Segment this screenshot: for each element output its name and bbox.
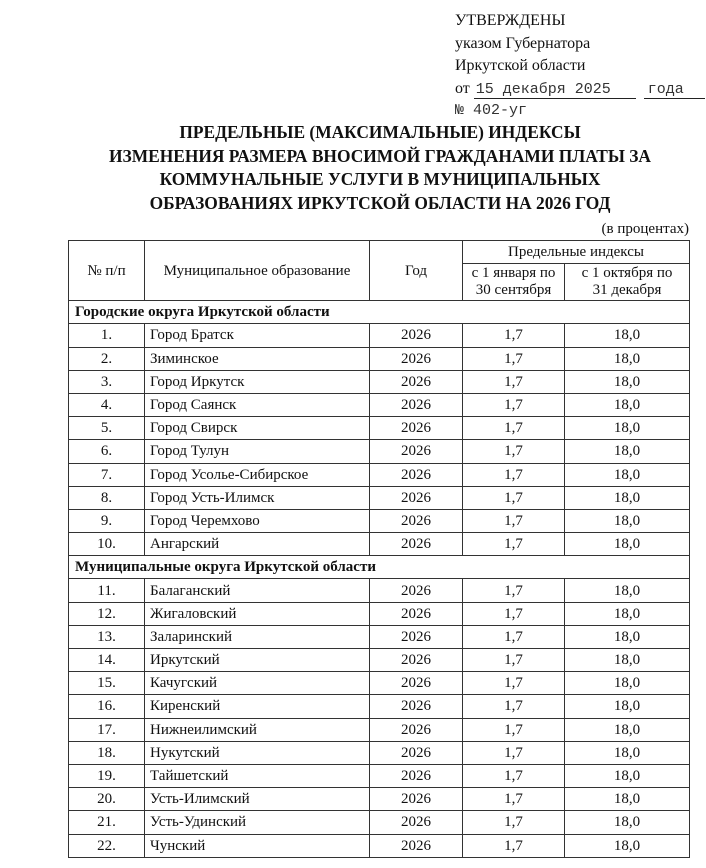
index-period-1: 1,7: [463, 533, 565, 556]
date-prefix: от: [455, 79, 470, 97]
approval-number: № 402-уг: [455, 102, 528, 119]
approval-block: [455, 10, 705, 123]
indices-table: [68, 240, 690, 858]
table-row: [69, 370, 690, 393]
year-cell: 2026: [370, 718, 463, 741]
year-cell: 2026: [370, 625, 463, 648]
year-cell: 2026: [370, 764, 463, 787]
index-period-2: 18,0: [565, 811, 690, 834]
municipality-name: Иркутский: [145, 649, 370, 672]
index-period-2: 18,0: [565, 741, 690, 764]
municipality-name: Город Черемхово: [145, 509, 370, 532]
approval-year-word: года: [644, 81, 705, 99]
index-period-1: 1,7: [463, 602, 565, 625]
table-row: [69, 834, 690, 857]
year-cell: 2026: [370, 463, 463, 486]
index-period-1: 1,7: [463, 649, 565, 672]
year-cell: 2026: [370, 347, 463, 370]
index-period-2: 18,0: [565, 834, 690, 857]
index-period-2: 18,0: [565, 649, 690, 672]
section-title: Муниципальные округа Иркутской области: [69, 556, 690, 579]
row-number: 19.: [69, 764, 145, 787]
row-number: 3.: [69, 370, 145, 393]
title-line-4: ОБРАЗОВАНИЯХ ИРКУТСКОЙ ОБЛАСТИ НА 2026 ГОД: [149, 192, 611, 213]
table-row: [69, 741, 690, 764]
row-number: 13.: [69, 625, 145, 648]
index-period-2: 18,0: [565, 393, 690, 416]
row-number: 17.: [69, 718, 145, 741]
municipality-name: Город Саянск: [145, 393, 370, 416]
unit-note: (в процентах): [601, 221, 689, 237]
index-period-1: 1,7: [463, 741, 565, 764]
index-period-2: 18,0: [565, 602, 690, 625]
title-line-1: ПРЕДЕЛЬНЫЕ (МАКСИМАЛЬНЫЕ) ИНДЕКСЫ: [179, 122, 581, 142]
header-indices-group: Предельные индексы: [463, 241, 690, 264]
index-period-1: 1,7: [463, 811, 565, 834]
municipality-name: Заларинский: [145, 625, 370, 648]
municipality-name: Усть-Удинский: [145, 811, 370, 834]
approval-region: Иркутской области: [455, 57, 586, 74]
table-row: [69, 486, 690, 509]
index-period-1: 1,7: [463, 393, 565, 416]
municipality-name: Жигаловский: [145, 602, 370, 625]
table-row: [69, 324, 690, 347]
header-period-1: с 1 января по 30 сентября: [463, 264, 565, 301]
index-period-1: 1,7: [463, 463, 565, 486]
table-row: [69, 811, 690, 834]
municipality-name: Город Усолье-Сибирское: [145, 463, 370, 486]
row-number: 9.: [69, 509, 145, 532]
index-period-2: 18,0: [565, 579, 690, 602]
index-period-2: 18,0: [565, 718, 690, 741]
section-title: Городские округа Иркутской области: [69, 301, 690, 324]
table-row: [69, 533, 690, 556]
row-number: 12.: [69, 602, 145, 625]
row-number: 14.: [69, 649, 145, 672]
year-cell: 2026: [370, 788, 463, 811]
year-cell: 2026: [370, 533, 463, 556]
index-period-2: 18,0: [565, 440, 690, 463]
index-period-2: 18,0: [565, 370, 690, 393]
index-period-2: 18,0: [565, 509, 690, 532]
index-period-1: 1,7: [463, 788, 565, 811]
approval-title: УТВЕРЖДЕНЫ: [455, 12, 566, 29]
title-line-3: КОММУНАЛЬНЫЕ УСЛУГИ В МУНИЦИПАЛЬНЫХ: [159, 169, 601, 189]
index-period-1: 1,7: [463, 834, 565, 857]
year-cell: 2026: [370, 417, 463, 440]
table-row: [69, 718, 690, 741]
row-number: 10.: [69, 533, 145, 556]
table-row: [69, 695, 690, 718]
header-num: № п/п: [69, 241, 145, 301]
row-number: 16.: [69, 695, 145, 718]
approval-date-line: [455, 78, 705, 101]
row-number: 2.: [69, 347, 145, 370]
municipality-name: Город Усть-Илимск: [145, 486, 370, 509]
section-row: [69, 301, 690, 324]
approval-date: 15 декабря 2025: [474, 81, 636, 99]
index-period-1: 1,7: [463, 347, 565, 370]
year-cell: 2026: [370, 486, 463, 509]
year-cell: 2026: [370, 324, 463, 347]
municipality-name: Город Тулун: [145, 440, 370, 463]
table-row: [69, 764, 690, 787]
row-number: 22.: [69, 834, 145, 857]
municipality-name: Тайшетский: [145, 764, 370, 787]
municipality-name: Качугский: [145, 672, 370, 695]
table-row: [69, 440, 690, 463]
year-cell: 2026: [370, 834, 463, 857]
header-year: Год: [370, 241, 463, 301]
table-row: [69, 625, 690, 648]
index-period-1: 1,7: [463, 625, 565, 648]
row-number: 18.: [69, 741, 145, 764]
approval-authority: указом Губернатора: [455, 34, 591, 52]
section-row: [69, 556, 690, 579]
index-period-2: 18,0: [565, 417, 690, 440]
row-number: 4.: [69, 393, 145, 416]
year-cell: 2026: [370, 509, 463, 532]
year-cell: 2026: [370, 440, 463, 463]
row-number: 21.: [69, 811, 145, 834]
year-cell: 2026: [370, 811, 463, 834]
index-period-2: 18,0: [565, 347, 690, 370]
row-number: 20.: [69, 788, 145, 811]
index-period-2: 18,0: [565, 764, 690, 787]
row-number: 8.: [69, 486, 145, 509]
index-period-2: 18,0: [565, 324, 690, 347]
year-cell: 2026: [370, 741, 463, 764]
index-period-1: 1,7: [463, 579, 565, 602]
index-period-1: 1,7: [463, 718, 565, 741]
index-period-1: 1,7: [463, 764, 565, 787]
year-cell: 2026: [370, 695, 463, 718]
header-period-2: с 1 октября по 31 декабря: [565, 264, 690, 301]
table-row: [69, 788, 690, 811]
year-cell: 2026: [370, 672, 463, 695]
table-row: [69, 579, 690, 602]
row-number: 11.: [69, 579, 145, 602]
index-period-1: 1,7: [463, 672, 565, 695]
index-period-2: 18,0: [565, 788, 690, 811]
row-number: 5.: [69, 417, 145, 440]
index-period-2: 18,0: [565, 695, 690, 718]
municipality-name: Ангарский: [145, 533, 370, 556]
index-period-2: 18,0: [565, 533, 690, 556]
year-cell: 2026: [370, 579, 463, 602]
municipality-name: Чунский: [145, 834, 370, 857]
table-row: [69, 509, 690, 532]
table-row: [69, 417, 690, 440]
index-period-2: 18,0: [565, 463, 690, 486]
title-line-2: ИЗМЕНЕНИЯ РАЗМЕРА ВНОСИМОЙ ГРАЖДАНАМИ ПЛАТЫ ЗА: [109, 145, 651, 166]
municipality-name: Усть-Илимский: [145, 788, 370, 811]
municipality-name: Нукутский: [145, 741, 370, 764]
row-number: 15.: [69, 672, 145, 695]
municipality-name: Город Братск: [145, 324, 370, 347]
table-body: [69, 301, 690, 858]
year-cell: 2026: [370, 370, 463, 393]
index-period-2: 18,0: [565, 672, 690, 695]
document-title: [60, 121, 700, 215]
municipality-name: Балаганский: [145, 579, 370, 602]
index-period-2: 18,0: [565, 625, 690, 648]
index-period-1: 1,7: [463, 417, 565, 440]
index-period-1: 1,7: [463, 695, 565, 718]
year-cell: 2026: [370, 393, 463, 416]
table-row: [69, 672, 690, 695]
year-cell: 2026: [370, 649, 463, 672]
index-period-1: 1,7: [463, 486, 565, 509]
table-row: [69, 347, 690, 370]
index-period-1: 1,7: [463, 440, 565, 463]
row-number: 6.: [69, 440, 145, 463]
municipality-name: Киренский: [145, 695, 370, 718]
municipality-name: Нижнеилимский: [145, 718, 370, 741]
row-number: 1.: [69, 324, 145, 347]
index-period-1: 1,7: [463, 324, 565, 347]
index-period-2: 18,0: [565, 486, 690, 509]
header-municipality: Муниципальное образование: [145, 241, 370, 301]
table-row: [69, 393, 690, 416]
row-number: 7.: [69, 463, 145, 486]
table-row: [69, 463, 690, 486]
table-row: [69, 649, 690, 672]
municipality-name: Город Свирск: [145, 417, 370, 440]
year-cell: 2026: [370, 602, 463, 625]
municipality-name: Город Иркутск: [145, 370, 370, 393]
index-period-1: 1,7: [463, 509, 565, 532]
table-row: [69, 602, 690, 625]
index-period-1: 1,7: [463, 370, 565, 393]
municipality-name: Зиминское: [145, 347, 370, 370]
